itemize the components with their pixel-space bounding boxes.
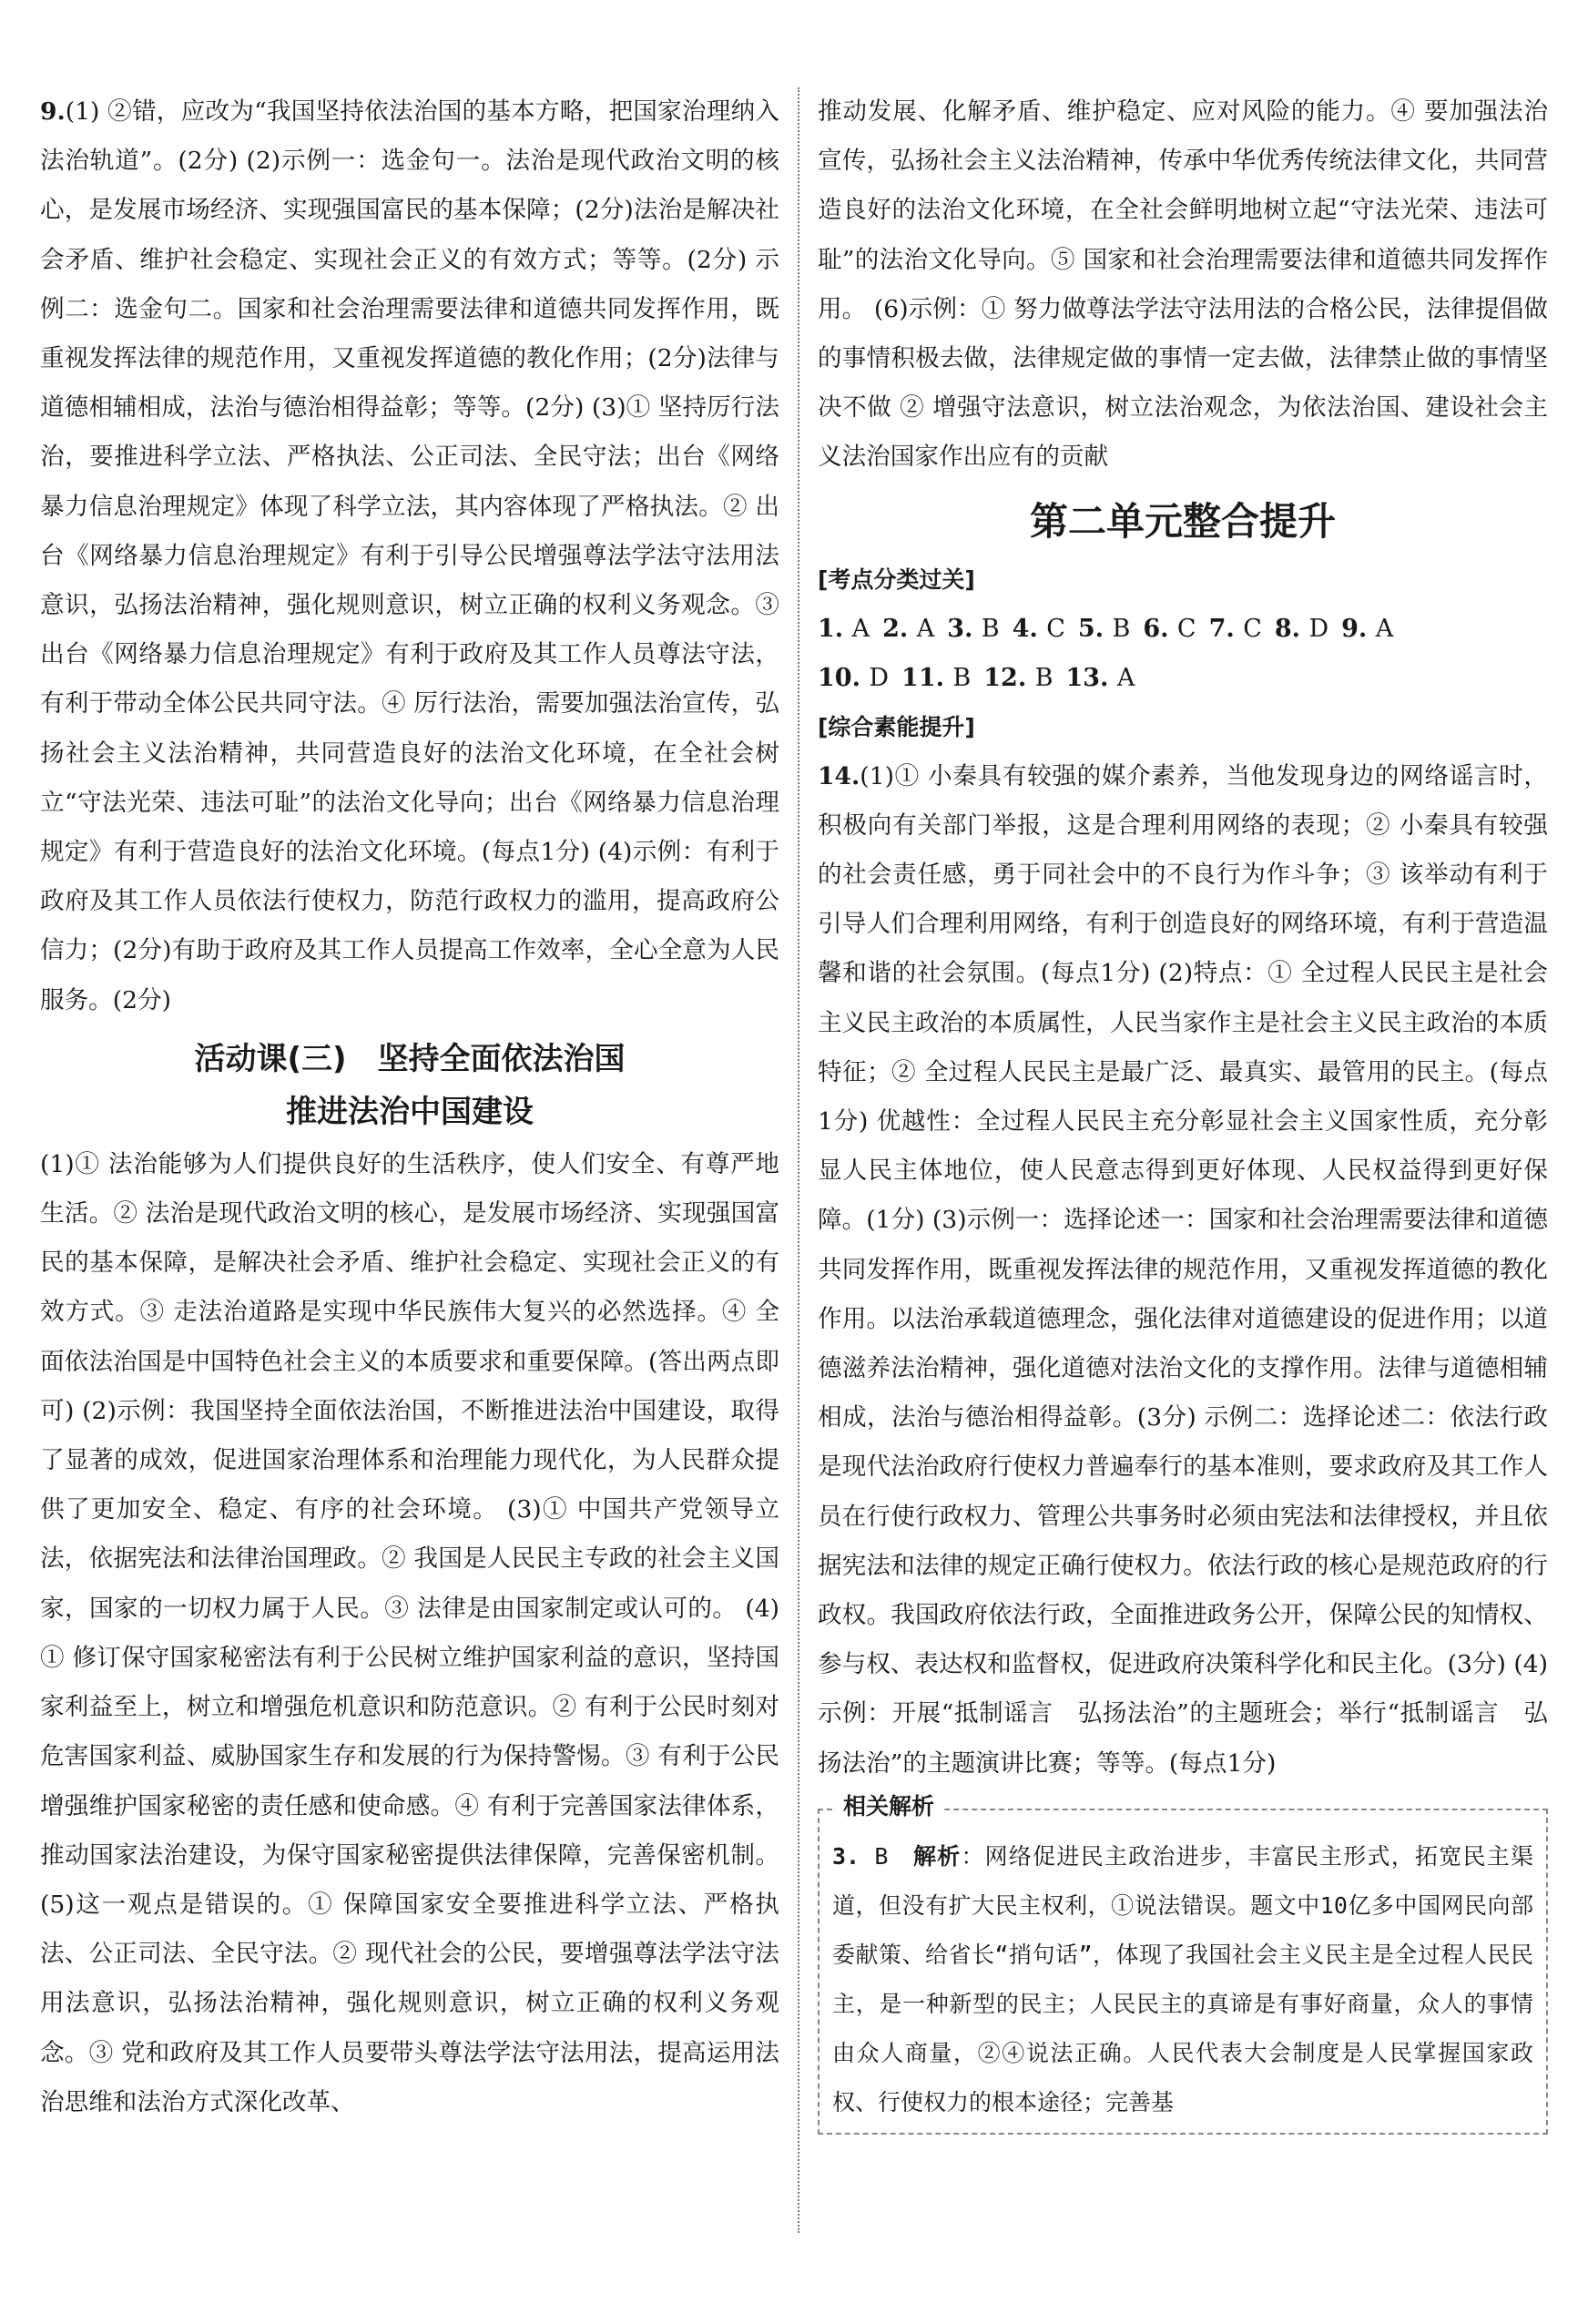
answer-item — [818, 605, 870, 654]
answer-number: 10. — [818, 663, 870, 692]
answer-letter: B — [1112, 614, 1131, 643]
question-9 — [40, 87, 779, 1025]
question-number: 14. — [818, 761, 860, 790]
answer-item — [818, 654, 889, 703]
analysis-answer: B — [874, 1842, 889, 1870]
answer-letter: C — [1243, 614, 1262, 643]
section-tag-comprehensive: [综合素能提升] — [818, 713, 975, 740]
question-14-text: (1)① 小秦具有较强的媒介素养，当他发现身边的网络谣言时，积极向有关部门举报，这是合理利用网络的表现；② 小秦具有较强的社会责任感，勇于同社会中的不良行为作斗争；③ 该举动有利于引导人们合理利用网络，有利于创造良好的网络环境，有利于营造温馨和谐的社会氛围。(每点1分) (2)特点：① 全过程人民民主是社会主义民主政治的本质属性，人民当家作主是社会主义民主政治的本质特征；② 全过程人民民主是最广泛、最真实、最管用的民主。(每点1分) 优越性：全过程人民民主充分彰显社会主义国家性质，充分彰显人民主体地位，使人民意志得到更好体现、人民权益得到更好保障。(1分) (3)示例一：选择论述一：国家和社会治理需要法律和道德共同发挥作用，既重视发挥法律的规范作用，又重视发挥道德的教化作用。以法治承载道德理念，强化法律对道德建设的促进作用；以道德滋养法治精神，强化道德对法治文化的支撑作用。法律与道德相辅相成，法治与德治相得益彰。(3分) 示例二：选择论述二：依法行政是现代法治政府行使权力普遍奉行的基本准则，要求政府及其工作人员在行使行政权力、管理公共事务时必须由宪法和法律授权，并且依据宪法和法律的规定正确行使权力。依法行政的核心是规范政府的行政权。我国政府依法行政，全面推进政务公开，保障公民的知情权、参与权、表达权和监督权，促进政府决策科学化和民主化。(3分) (4)示例：开展“抵制谣言 弘扬法治”的主题班会；举行“抵制谣言 弘扬法治”的主题演讲比赛；等等。(每点1分) — [818, 761, 1548, 1778]
answer-letter: B — [981, 614, 1000, 643]
analysis-body: ：网络促进民主政治进步，丰富民主形式，拓宽民主渠道，但没有扩大民主权利，①说法错误。题文中10亿多中国网民向部委献策、给省长“捎句话”，体现了我国社会主义民主是全过程人民民主，是一种新型的民主；人民民主的真谛是有事好商量，众人的事情由众人商量，②④说法正确。人民代表大会制度是人民掌握国家政权、行使权力的根本途径；完善基 — [832, 1842, 1533, 2115]
answer-letter: C — [1046, 614, 1065, 643]
answer-row-1 — [818, 605, 1548, 654]
answer-number: 4. — [1012, 614, 1047, 643]
answer-number: 6. — [1143, 614, 1177, 643]
section-tag-classification: [考点分类过关] — [818, 566, 975, 593]
answer-item — [901, 654, 971, 703]
answer-letter: A — [1375, 614, 1394, 643]
answer-item — [1013, 605, 1065, 654]
answer-letter: C — [1176, 614, 1196, 643]
answer-letter: B — [952, 663, 972, 692]
answer-item — [1275, 605, 1328, 654]
activity-title-line1: 活动课(三) 坚持全面依法治国 — [194, 1040, 626, 1077]
answer-item — [1341, 605, 1393, 654]
answer-item — [947, 605, 999, 654]
unit-title: 第二单元整合提升 — [1029, 498, 1336, 544]
answer-number: 9. — [1341, 614, 1376, 643]
answer-item — [1143, 605, 1196, 654]
answer-item — [983, 654, 1053, 703]
question-9-text: (1) ②错，应改为“我国坚持依法治国的基本方略，把国家治理纳入法治轨道”。(2分) (2)示例一：选金句一。法治是现代政治文明的核心，是发展市场经济、实现强国富民的基本保障；(2分)法治是解决社会矛盾、维护社会稳定、实现社会正义的有效方式；等等。(2分) 示例二：选金句二。国家和社会治理需要法律和道德共同发挥作用，既重视发挥法律的规范作用，又重视发挥道德的教化作用；(2分)法律与道德相辅相成，法治与德治相得益彰；等等。(2分) (3)① 坚持厉行法治，要推进科学立法、严格执法、公正司法、全民守法；出台《网络暴力信息治理规定》体现了科学立法，其内容体现了严格执法。② 出台《网络暴力信息治理规定》有利于引导公民增强尊法学法守法用法意识，弘扬法治精神，强化规则意识，树立正确的权利义务观念。③ 出台《网络暴力信息治理规定》有利于政府及其工作人员尊法守法，有利于带动全体公民共同守法。④ 厉行法治，需要加强法治宣传，弘扬社会主义法治精神，共同营造良好的法治文化环境，在全社会树立“守法光荣、违法可耻”的法治文化导向；出台《网络暴力信息治理规定》有利于营造良好的法治文化环境。(每点1分) (4)示例：有利于政府及其工作人员依法行使权力，防范行政权力的滥用，提高政府公信力；(2分)有助于政府及其工作人员提高工作效率，全心全意为人民服务。(2分) — [40, 97, 779, 1014]
answer-letter: D — [1308, 614, 1329, 643]
right-column — [818, 87, 1548, 2135]
activity-title-line2: 推进法治中国建设 — [286, 1093, 534, 1130]
answer-letter: B — [1034, 663, 1054, 692]
answer-letter: D — [869, 663, 890, 692]
answer-number: 8. — [1274, 614, 1309, 643]
answer-number: 13. — [1065, 663, 1117, 692]
answer-number: 5. — [1077, 614, 1113, 643]
answer-number: 1. — [818, 614, 852, 643]
analysis-box — [818, 1792, 1548, 2135]
answer-row-2 — [818, 654, 1548, 703]
answer-number: 11. — [901, 663, 953, 692]
answer-item — [1065, 654, 1135, 703]
analysis-heading: 相关解析 — [836, 1789, 942, 1825]
activity-text: (1)① 法治能够为人们提供良好的生活秩序，使人们安全、有尊严地生活。② 法治是现代政治文明的核心，是发展市场经济、实现强国富民的基本保障，是解决社会矛盾、维护社会稳定、实现社会正义的有效方式。③ 走法治道路是实现中华民族伟大复兴的必然选择。④ 全面依法治国是中国特色社会主义的本质要求和重要保障。(答出两点即可) (2)示例：我国坚持全面依法治国，不断推进法治中国建设，取得了显著的成效，促进国家治理体系和治理能力现代化，为人民群众提供了更加安全、稳定、有序的社会环境。 (3)① 中国共产党领导立法，依据宪法和法律治国理政。② 我国是人民民主专政的社会主义国家，国家的一切权力属于人民。③ 法律是由国家制定或认可的。 (4)① 修订保守国家秘密法有利于公民树立维护国家利益的意识，坚持国家利益至上，树立和增强危机意识和防范意识。② 有利于公民时刻对危害国家利益、威胁国家生存和发展的行为保持警惕。③ 有利于公民增强维护国家秘密的责任感和使命感。④ 有利于完善国家法律体系，推动国家法治建设，为保守国家秘密提供法律保障，完善保密机制。 (5)这一观点是错误的。① 保障国家安全要推进科学立法、严格执法、公正司法、全民守法。② 现代社会的公民，要增强尊法学法守法用法意识，弘扬法治精神，强化规则意识，树立正确的权利义务观念。③ 党和政府及其工作人员要带头尊法学法守法用法，提高运用法治思维和法治方式深化改革、 — [40, 1149, 779, 2116]
question-number: 9. — [40, 97, 66, 126]
answer-letter: A — [851, 614, 870, 643]
left-column — [40, 87, 779, 2127]
answer-item — [882, 605, 934, 654]
analysis-number: 3. — [832, 1842, 860, 1870]
analysis-label: 解析 — [912, 1842, 962, 1870]
answer-letter: A — [916, 614, 935, 643]
answer-number: 3. — [947, 614, 982, 643]
answer-item — [1209, 605, 1262, 654]
answer-number: 7. — [1208, 614, 1244, 643]
answer-letter: A — [1116, 663, 1135, 692]
answer-number: 12. — [983, 663, 1035, 692]
answer-number: 2. — [882, 614, 917, 643]
question-14 — [818, 752, 1548, 1789]
analysis-text — [832, 1832, 1533, 2127]
continuation-text: 推动发展、化解矛盾、维护稳定、应对风险的能力。④ 要加强法治宣传，弘扬社会主义法治精神，传承中华优秀传统法律文化，共同营造良好的法治文化环境，在全社会鲜明地树立起“守法光荣、违法可耻”的法治文化导向。⑤ 国家和社会治理需要法律和道德共同发挥作用。 (6)示例：① 努力做尊法学法守法用法的合格公民，法律提倡做的事情积极去做，法律规定做的事情一定去做，法律禁止做的事情坚决不做 ② 增强守法意识，树立法治观念，为依法治国、建设社会主义法治国家作出应有的贡献 — [818, 97, 1548, 472]
column-divider — [798, 87, 799, 2233]
answer-item — [1078, 605, 1130, 654]
